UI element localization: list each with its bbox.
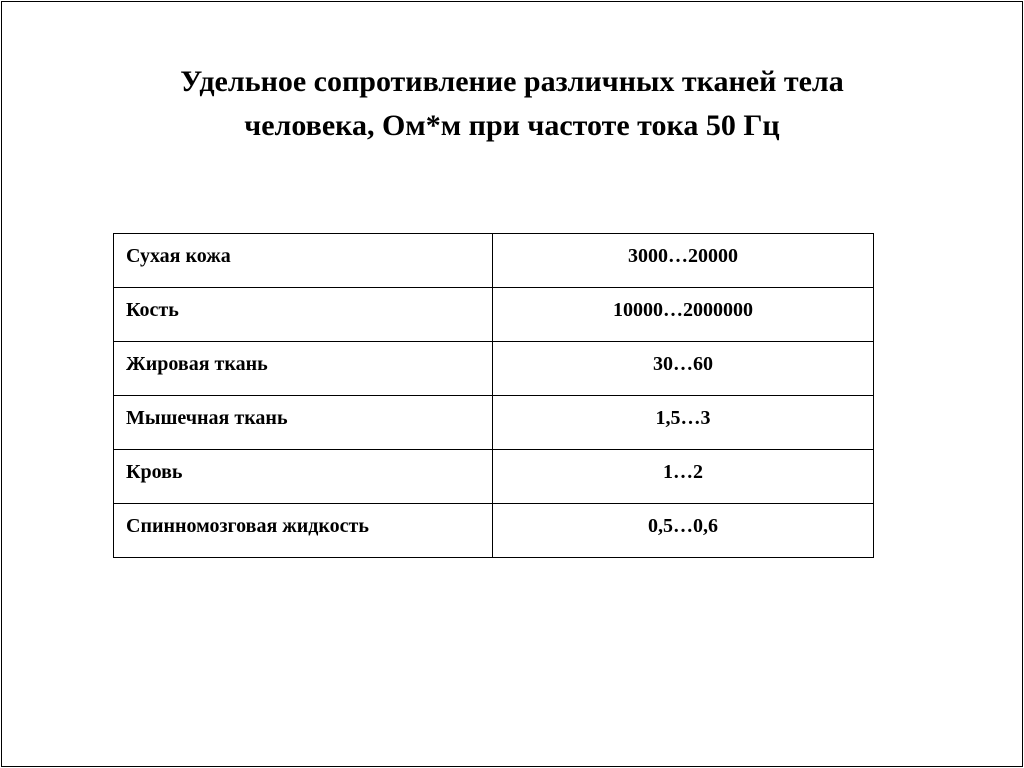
table-row: [114, 450, 874, 504]
resistivity-value: 10000…2000000: [613, 299, 753, 321]
tissue-cell: [114, 396, 493, 450]
tissue-cell: [114, 342, 493, 396]
resistivity-cell: [493, 288, 874, 342]
tissue-cell: [114, 450, 493, 504]
resistivity-value: 0,5…0,6: [648, 515, 718, 537]
tissue-name: Спинномозговая жидкость: [126, 515, 369, 537]
table-row: [114, 234, 874, 288]
resistivity-cell: [493, 504, 874, 558]
resistivity-value: 1…2: [663, 461, 703, 483]
table-row: [114, 504, 874, 558]
tissue-cell: [114, 504, 493, 558]
table-row: [114, 396, 874, 450]
resistivity-cell: [493, 342, 874, 396]
resistivity-cell: [493, 396, 874, 450]
table-row: [114, 342, 874, 396]
table-row: [114, 288, 874, 342]
tissue-name: Жировая ткань: [126, 353, 268, 375]
tissue-name: Мышечная ткань: [126, 407, 288, 429]
slide-title-line-2: человека, Ом*м при частоте тока 50 Гц: [244, 109, 780, 142]
resistivity-cell: [493, 234, 874, 288]
slide-title: [2, 60, 1022, 148]
resistivity-value: 3000…20000: [628, 245, 738, 267]
resistivity-value: 1,5…3: [655, 407, 711, 429]
tissue-cell: [114, 234, 493, 288]
slide: [1, 1, 1023, 767]
tissue-name: Кровь: [126, 461, 183, 483]
slide-title-line-1: Удельное сопротивление различных тканей тела: [180, 65, 844, 98]
tissue-name: Сухая кожа: [126, 245, 231, 267]
tissue-cell: [114, 288, 493, 342]
resistivity-value: 30…60: [653, 353, 713, 375]
resistivity-cell: [493, 450, 874, 504]
resistivity-table: [113, 233, 874, 558]
tissue-name: Кость: [126, 299, 179, 321]
